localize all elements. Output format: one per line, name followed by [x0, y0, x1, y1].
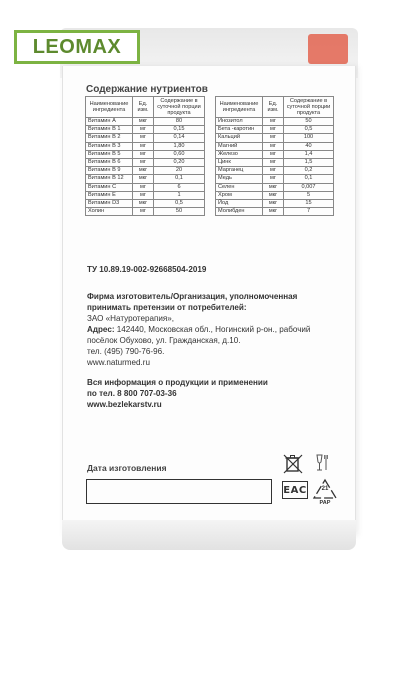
- cell-value: 0,15: [154, 126, 205, 134]
- table-row: [216, 158, 334, 166]
- cell-value: 6: [154, 183, 205, 191]
- cell-unit: мкг: [133, 118, 154, 126]
- package-top-print: [308, 34, 348, 64]
- cell-unit: мкг: [263, 208, 284, 216]
- table-row: [216, 208, 334, 216]
- cell-unit: мг: [133, 183, 154, 191]
- cell-unit: мг: [133, 208, 154, 216]
- cell-name: Бета -каротин: [216, 126, 263, 134]
- cell-name: Магний: [216, 142, 263, 150]
- recycle-number: 21: [321, 486, 329, 492]
- cell-value: 20: [154, 167, 205, 175]
- cell-name: Йод: [216, 199, 263, 207]
- table-row: [216, 175, 334, 183]
- cell-name: Витамин С: [86, 183, 133, 191]
- cell-name: Витамин В 12: [86, 175, 133, 183]
- manufacturer-phone: тел. (495) 790-76-96.: [87, 347, 165, 356]
- table-row: [216, 191, 334, 199]
- header-content: Содержание в суточной порции продукта: [154, 97, 205, 118]
- nutrients-table-right: [215, 96, 334, 216]
- cell-value: 40: [284, 142, 334, 150]
- info-phone: по тел. 8 800 707-03-36: [87, 389, 177, 398]
- table-row: [86, 208, 205, 216]
- cell-value: 0,14: [154, 134, 205, 142]
- table-row: [86, 126, 205, 134]
- cell-unit: мг: [133, 142, 154, 150]
- table-row: [216, 118, 334, 126]
- cell-value: 1,80: [154, 142, 205, 150]
- food-contact-icon: [314, 453, 332, 473]
- info-line1: Вся информация о продукции и применении: [87, 378, 268, 387]
- leomax-logo: [14, 30, 140, 64]
- cell-value: 0,007: [284, 183, 334, 191]
- package-bottom: [62, 520, 356, 550]
- table-row: [86, 118, 205, 126]
- cell-value: 0,5: [154, 199, 205, 207]
- cell-name: Витамин В 6: [86, 158, 133, 166]
- cell-unit: мг: [263, 142, 284, 150]
- manufacturer-address: [87, 324, 337, 346]
- cell-name: Витамин Е: [86, 191, 133, 199]
- table-row: [86, 158, 205, 166]
- cell-unit: мг: [263, 150, 284, 158]
- date-label: Дата изготовления: [87, 463, 167, 473]
- cell-value: 0,2: [284, 167, 334, 175]
- cell-unit: мкг: [133, 175, 154, 183]
- cell-unit: мг: [263, 134, 284, 142]
- cell-unit: мг: [133, 134, 154, 142]
- table-row: [86, 191, 205, 199]
- table-row: [86, 199, 205, 207]
- table-row: [86, 134, 205, 142]
- cell-unit: мкг: [263, 191, 284, 199]
- table-row: [86, 183, 205, 191]
- cell-name: Витамин В 9: [86, 167, 133, 175]
- cell-name: Медь: [216, 175, 263, 183]
- cell-name: Витамин А: [86, 118, 133, 126]
- cell-name: Витамин В 1: [86, 126, 133, 134]
- cell-name: Витамин В 2: [86, 134, 133, 142]
- cell-unit: мкг: [133, 199, 154, 207]
- cell-value: 100: [284, 134, 334, 142]
- manufacturer-title: Фирма изготовитель/Организация, уполномоченная принимать претензии от потребителей:: [87, 292, 298, 312]
- cell-name: Витамин В 3: [86, 142, 133, 150]
- table-row: [216, 167, 334, 175]
- manufacturer-name: ЗАО «Натуротерапия»,: [87, 314, 175, 323]
- cell-value: 5: [284, 191, 334, 199]
- cell-name: Кальций: [216, 134, 263, 142]
- cell-value: 50: [284, 118, 334, 126]
- cell-unit: мг: [133, 150, 154, 158]
- nutrients-table-left: [85, 96, 205, 216]
- eac-mark: EAC: [282, 481, 308, 499]
- table-row: [216, 142, 334, 150]
- table-row: [86, 167, 205, 175]
- cell-value: 0,60: [154, 150, 205, 158]
- table-row: [86, 150, 205, 158]
- cell-name: Цинк: [216, 158, 263, 166]
- cell-value: 1,5: [284, 158, 334, 166]
- table-row: [216, 134, 334, 142]
- table-row: [216, 126, 334, 134]
- address-text: 142440, Московская обл., Ногинский р-он., рабочий посёлок Обухово, ул. Гражданская, д.10.: [87, 325, 311, 345]
- cell-unit: мг: [263, 118, 284, 126]
- cell-name: Витамин В 5: [86, 150, 133, 158]
- manufacturer-site: www.naturmed.ru: [87, 358, 150, 367]
- cell-unit: мг: [133, 191, 154, 199]
- cell-unit: мг: [263, 175, 284, 183]
- cell-name: Хром: [216, 191, 263, 199]
- cell-value: 1,4: [284, 150, 334, 158]
- header-unit: Ед. изм.: [133, 97, 154, 118]
- cell-value: 50: [154, 208, 205, 216]
- nutrients-heading: Содержание нутриентов: [86, 84, 208, 95]
- info-block: [87, 377, 337, 410]
- cell-unit: мкг: [133, 167, 154, 175]
- cell-value: 1: [154, 191, 205, 199]
- cell-unit: мг: [133, 126, 154, 134]
- cell-unit: мг: [263, 126, 284, 134]
- table-header-row: [216, 97, 334, 118]
- table-row: [216, 150, 334, 158]
- manufacturer-block: [87, 291, 337, 368]
- cell-value: 0,1: [284, 175, 334, 183]
- cell-name: Селен: [216, 183, 263, 191]
- cell-value: 80: [154, 118, 205, 126]
- cell-unit: мг: [133, 158, 154, 166]
- address-label: Адрес:: [87, 325, 115, 334]
- table-row: [86, 175, 205, 183]
- cell-name: Витамин D3: [86, 199, 133, 207]
- cell-value: 0,1: [154, 175, 205, 183]
- table-row: [216, 183, 334, 191]
- header-name: Наименование ингредиента: [86, 97, 133, 118]
- cell-unit: мг: [263, 158, 284, 166]
- cell-value: 7: [284, 208, 334, 216]
- header-unit: Ед. изм.: [263, 97, 284, 118]
- cell-name: Железо: [216, 150, 263, 158]
- cell-name: Холин: [86, 208, 133, 216]
- date-box: [86, 479, 272, 504]
- cell-name: Молибден: [216, 208, 263, 216]
- crossed-bin-icon: [282, 453, 304, 475]
- cell-value: 0,5: [284, 126, 334, 134]
- cell-value: 15: [284, 199, 334, 207]
- header-name: Наименование ингредиента: [216, 97, 263, 118]
- logo-text: LEOMAX: [32, 35, 122, 58]
- tu-number: ТУ 10.89.19-002-92668504-2019: [87, 265, 207, 274]
- cell-name: Инозитол: [216, 118, 263, 126]
- recycle-mark: [312, 478, 338, 508]
- cell-name: Марганец: [216, 167, 263, 175]
- cell-value: 0,20: [154, 158, 205, 166]
- table-row: [216, 199, 334, 207]
- info-site: www.bezlekarstv.ru: [87, 400, 162, 409]
- cell-unit: мкг: [263, 199, 284, 207]
- header-content: Содержание в суточной порции продукта: [284, 97, 334, 118]
- recycle-code: PAP: [319, 500, 331, 506]
- table-header-row: [86, 97, 205, 118]
- cell-unit: мг: [263, 167, 284, 175]
- cell-unit: мкг: [263, 183, 284, 191]
- table-row: [86, 142, 205, 150]
